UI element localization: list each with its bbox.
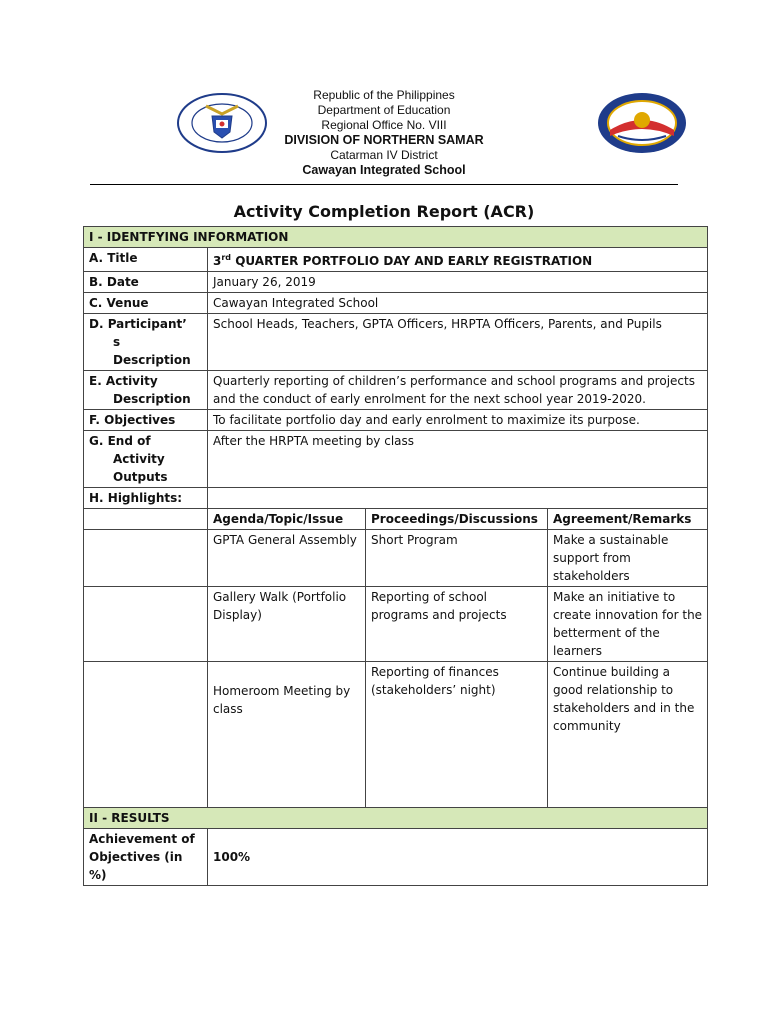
participants-label: D. Participant’ s Description xyxy=(84,314,208,371)
highlights-header-row xyxy=(84,509,708,530)
date-value: January 26, 2019 xyxy=(208,272,708,293)
participants-row xyxy=(84,314,708,371)
participants-value: School Heads, Teachers, GPTA Officers, HRPTA Officers, Parents, and Pupils xyxy=(208,314,708,371)
letterhead-country: Republic of the Philippines xyxy=(313,88,455,102)
highlights-header-agenda: Agenda/Topic/Issue xyxy=(208,509,366,530)
highlights-agenda-cell: Homeroom Meeting by class xyxy=(208,662,366,808)
title-row xyxy=(84,248,708,272)
achievement-label: Achievement of Objectives (in %) xyxy=(84,829,208,886)
objectives-label: F. Objectives xyxy=(84,410,208,431)
highlights-agenda-cell: Gallery Walk (Portfolio Display) xyxy=(208,587,366,662)
highlights-blank-cell xyxy=(84,509,208,530)
highlights-proceedings-cell: Short Program xyxy=(366,530,548,587)
highlights-blank-cell xyxy=(84,530,208,587)
highlights-label-row xyxy=(84,488,708,509)
highlights-label: H. Highlights: xyxy=(84,488,208,509)
highlights-blank-cell xyxy=(84,587,208,662)
section-1-heading: I - IDENTFYING INFORMATION xyxy=(84,227,708,248)
letterhead-division: DIVISION OF NORTHERN SAMAR xyxy=(284,133,484,147)
letterhead-department: Department of Education xyxy=(317,103,451,117)
venue-row xyxy=(84,293,708,314)
highlights-agreement-cell: Continue building a good relationship to stakeholders and in the community xyxy=(548,662,708,808)
title-value: 3rd QUARTER PORTFOLIO DAY AND EARLY REGISTRATION xyxy=(208,248,708,272)
highlights-proceedings-cell: Reporting of school programs and projects xyxy=(366,587,548,662)
letterhead-school: Cawayan Integrated School xyxy=(302,163,466,177)
section-2-heading-row xyxy=(84,808,708,829)
highlights-proceedings-cell: Reporting of finances (stakeholders’ night) xyxy=(366,662,548,808)
highlights-row xyxy=(84,587,708,662)
highlights-row xyxy=(84,662,708,808)
achievement-row xyxy=(84,829,708,886)
activity-label: E. Activity Description xyxy=(84,371,208,410)
venue-value: Cawayan Integrated School xyxy=(208,293,708,314)
objectives-row xyxy=(84,410,708,431)
highlights-agenda-cell: GPTA General Assembly xyxy=(208,530,366,587)
venue-label: C. Venue xyxy=(84,293,208,314)
title-label: A. Title xyxy=(84,248,208,272)
header-divider xyxy=(90,184,678,185)
letterhead-region: Regional Office No. VIII xyxy=(321,118,447,132)
achievement-value: 100% xyxy=(208,829,708,886)
highlights-header-proceedings: Proceedings/Discussions xyxy=(366,509,548,530)
date-row xyxy=(84,272,708,293)
end-of-activity-value: After the HRPTA meeting by class xyxy=(208,431,708,488)
highlights-agreement-cell: Make an initiative to create innovation for the betterment of the learners xyxy=(548,587,708,662)
highlights-row xyxy=(84,530,708,587)
letterhead xyxy=(0,88,768,178)
report-title: Activity Completion Report (ACR) xyxy=(233,202,535,221)
date-label: B. Date xyxy=(84,272,208,293)
highlights-agreement-cell: Make a sustainable support from stakeholders xyxy=(548,530,708,587)
activity-row xyxy=(84,371,708,410)
highlights-blank-cell xyxy=(84,662,208,808)
highlights-header-agreement: Agreement/Remarks xyxy=(548,509,708,530)
end-of-activity-label: G. End of Activity Outputs xyxy=(84,431,208,488)
section-1-heading-row xyxy=(84,227,708,248)
end-of-activity-row xyxy=(84,431,708,488)
activity-value: Quarterly reporting of children’s performance and school programs and projects and the conduct of early enrolment for the next school year 2019-2020. xyxy=(208,371,708,410)
objectives-value: To facilitate portfolio day and early enrolment to maximize its purpose. xyxy=(208,410,708,431)
section-2-heading: II - RESULTS xyxy=(84,808,708,829)
letterhead-district: Catarman IV District xyxy=(330,148,438,162)
highlights-spacer xyxy=(208,488,708,509)
acr-table xyxy=(83,226,708,886)
